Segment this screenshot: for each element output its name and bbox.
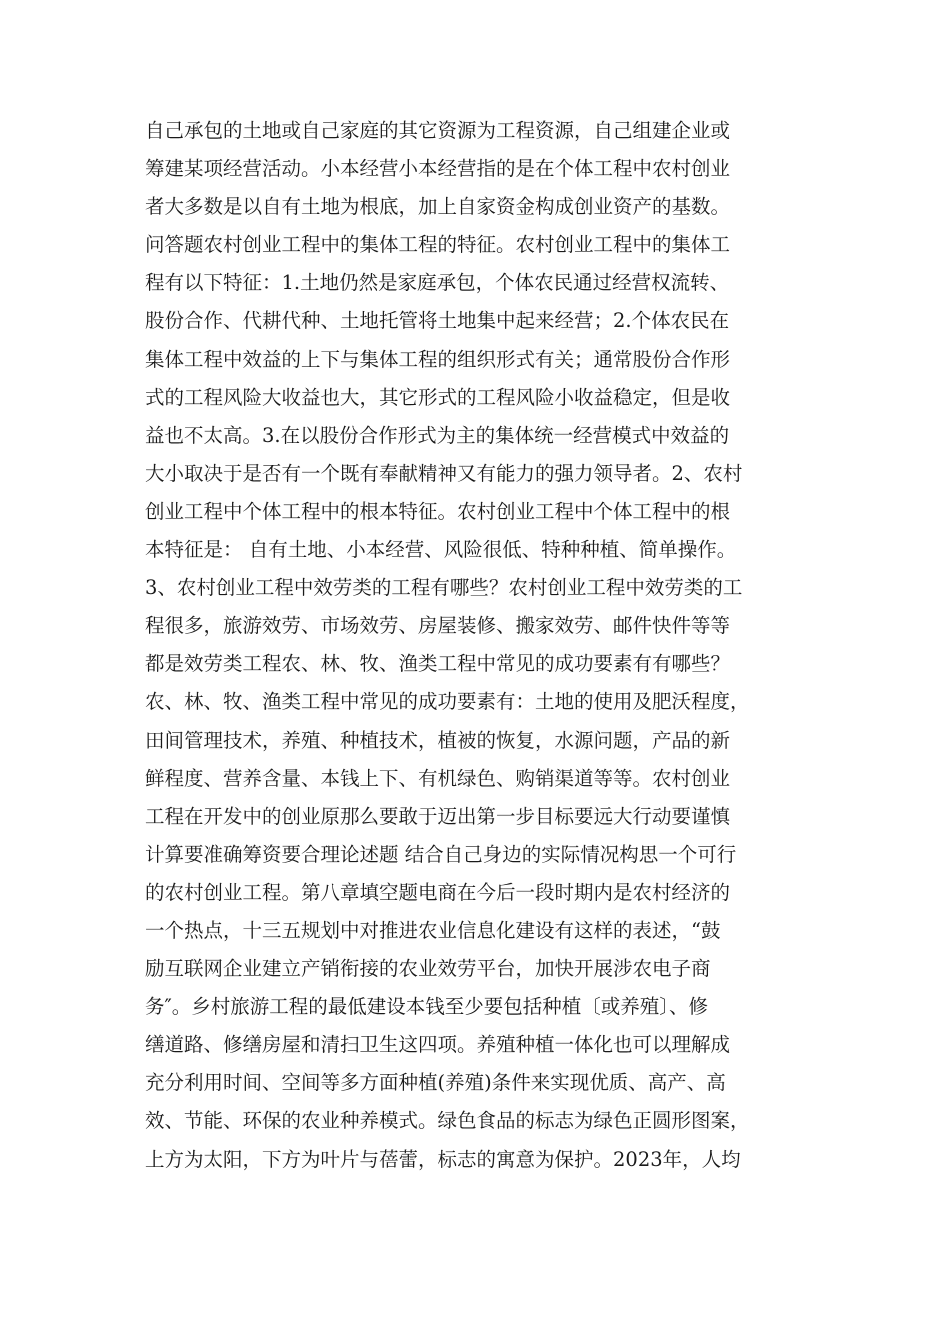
text-line: 集体工程中效益的上下与集体工程的组织形式有关；通常股份合作形: [145, 347, 731, 371]
body-text: [145, 112, 805, 1179]
text-line: 务″。乡村旅游工程的最低建设本钱至少要包括种植〔或养殖〕、修: [145, 995, 709, 1019]
text-line: 3、农村创业工程中效劳类的工程有哪些？农村创业工程中效劳类的工: [145, 576, 743, 600]
text-line: 股份合作、代耕代种、土地托管将土地集中起来经营；2.个体农民在: [145, 309, 730, 333]
text-line: 筹建某项经营活动。小本经营小本经营指的是在个体工程中农村创业: [145, 157, 731, 181]
text-line: 创业工程中个体工程中的根本特征。农村创业工程中个体工程中的根: [145, 499, 731, 523]
text-line: 充分利用时间、空间等多方面种植(养殖)条件来实现优质、高产、高: [145, 1071, 726, 1095]
text-line: 大小取决于是否有一个既有奉献精神又有能力的强力领导者。2、农村: [145, 461, 743, 485]
text-line: 鲜程度、营养含量、本钱上下、有机绿色、购销渠道等等。农村创业: [145, 766, 731, 790]
text-line: 问答题农村创业工程中的集体工程的特征。农村创业工程中的集体工: [145, 233, 731, 257]
text-line: 效、节能、环保的农业种养模式。绿色食品的标志为绿色正圆形图案，: [145, 1109, 750, 1133]
text-line: 式的工程风险大收益也大，其它形式的工程风险小收益稳定，但是收: [145, 385, 731, 409]
text-line: 都是效劳类工程农、林、牧、渔类工程中常见的成功要素有有哪些？: [145, 652, 731, 676]
text-line: 益也不太高。3.在以股份合作形式为主的集体统一经营模式中效益的: [145, 423, 730, 447]
text-line: 缮道路、修缮房屋和清扫卫生这四项。养殖种植一体化也可以理解成: [145, 1033, 731, 1057]
text-line: 自己承包的土地或自己家庭的其它资源为工程资源，自己组建企业或: [145, 119, 731, 142]
text-line: 计算要准确筹资要合理论述题 结合自己身边的实际情况构思一个可行: [145, 842, 737, 866]
text-line: 一个热点，十三五规划中对推进农业信息化建设有这样的表述，“鼓: [145, 918, 721, 942]
text-line: 励互联网企业建立产销衔接的农业效劳平台，加快开展涉农电子商: [145, 957, 711, 981]
text-line: 农、林、牧、渔类工程中常见的成功要素有：土地的使用及肥沃程度，: [145, 690, 750, 714]
text-line: 程很多，旅游效劳、市场效劳、房屋装修、搬家效劳、邮件快件等等: [145, 614, 731, 638]
text-line: 田间管理技术，养殖、种植技术，植被的恢复，水源问题，产品的新: [145, 728, 731, 752]
text-line: 上方为太阳，下方为叶片与蓓蕾，标志的寓意为保护。2023年，人均: [145, 1147, 741, 1171]
text-line: 者大多数是以自有土地为根底，加上自家资金构成创业资产的基数。: [145, 195, 731, 219]
text-line: 的农村创业工程。第八章填空题电商在今后一段时期内是农村经济的: [145, 880, 731, 904]
text-line: 程有以下特征：1.土地仍然是家庭承包，个体农民通过经营权流转、: [145, 271, 730, 295]
text-line: 工程在开发中的创业原那么要敢于迈出第一步目标要远大行动要谨慎: [145, 804, 731, 828]
text-line: 本特征是： 自有土地、小本经营、风险很低、特种种植、简单操作。: [145, 538, 737, 562]
